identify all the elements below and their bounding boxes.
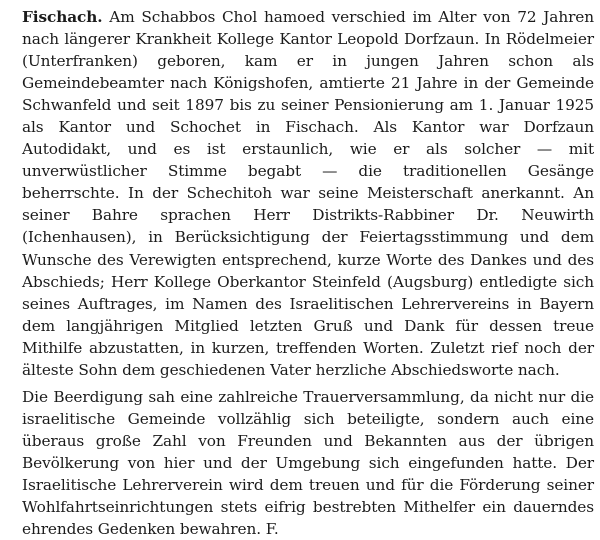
paragraph-2-text: Die Beerdigung sah eine zahlreiche Trauerversammlung, da nicht nur die israelitische Gemeinde vollzählig sich beteiligte, sondern auch eine überaus große Zahl von Freunden und Bekannten aus der übrigen Bevölkerung von hier und der Umgebung sich eingefunden hatte. Der Israelitische Lehrerverein wird dem treuen und für die Förderung seiner Wohlfahrtseinrichtungen stets eifrig bestrebten Mithelfer ein dauerndes ehrendes Gedenken bewahren. F. [22,387,594,539]
article-paragraph-2 [22,386,594,540]
paragraph-1-text: Am Schabbos Chol hamoed verschied im Alter von 72 Jahren nach längerer Krankheit Kollege Kantor Leopold Dorfzaun. In Rödelmeier (Unterfranken) geboren, kam er in jungen Jahren schon als Gemeindebeamter nach Königshofen, amtierte 21 Jahre in der Gemeinde Schwanfeld und seit 1897 bis zu seiner Pensionierung am 1. Januar 1925 als Kantor und Schochet in Fischach. Als Kantor war Dorfzaun Autodidakt, und es ist erstaunlich, wie er als solcher — mit unverwüstlicher Stimme begabt — die traditionellen Gesänge beherrschte. In der Schechitoh war seine Meisterschaft anerkannt. An seiner Bahre sprachen Herr Distrikts-Rabbiner Dr. Neuwirth (Ichenhausen), in Berücksichtigung der Feiertagsstimmung und dem Wunsche des Verewigten entsprechend, kurze Worte des Dankes und des Abschieds; Herr Kollege Oberkantor Steinfeld (Augsburg) entledigte sich seines Auftrages, im Namen des Israelitischen Lehrervereins in Bayern dem langjährigen Mitglied letzten Gruß und Dank für dessen treue Mithilfe abzustatten, in kurzen, treffenden Worten. Zuletzt rief noch der älteste Sohn dem geschiedenen Vater herzliche Abschiedsworte nach. [22,8,594,379]
article-lead-place: Fischach. [22,8,103,26]
article-paragraph-1 [22,6,594,381]
